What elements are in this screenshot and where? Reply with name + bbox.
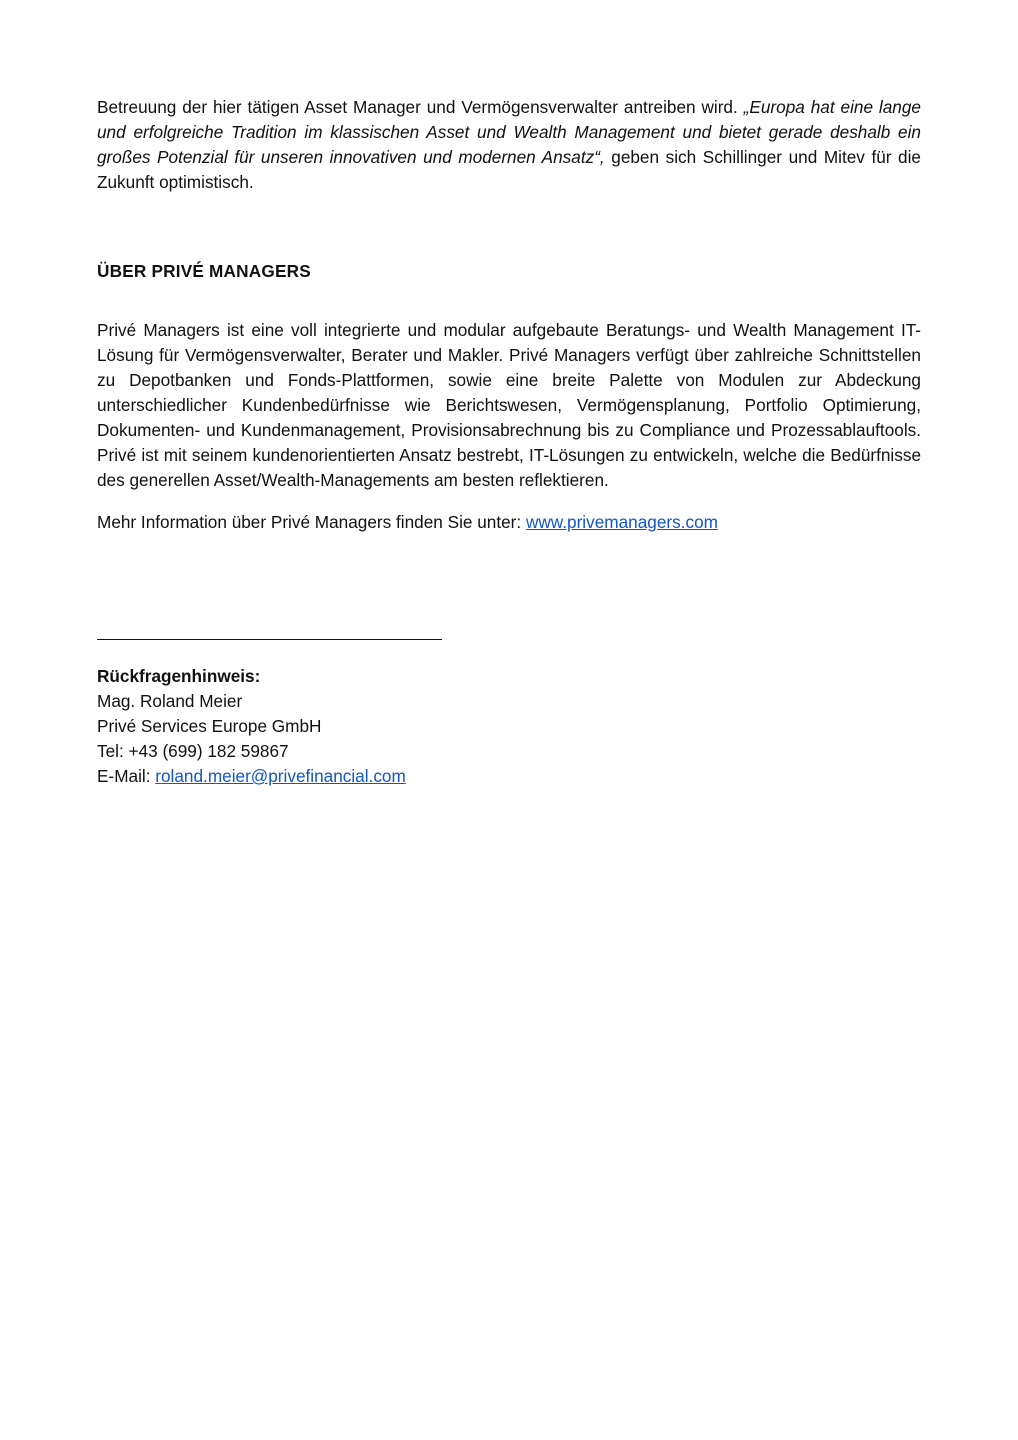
email-label: E-Mail: <box>97 766 156 786</box>
email-link[interactable]: roland.meier@privefinancial.com <box>155 766 406 786</box>
section-heading-about: ÜBER PRIVÉ MANAGERS <box>97 261 311 281</box>
contact-company: Privé Services Europe GmbH <box>97 716 322 736</box>
separator-line <box>97 639 442 640</box>
document-page <box>97 95 921 789</box>
more-info-line <box>97 510 921 535</box>
website-link[interactable]: www.privemanagers.com <box>525 512 718 532</box>
contact-name: Mag. Roland Meier <box>97 691 243 711</box>
more-info-label: Mehr Information über Privé Managers finden Sie unter: <box>97 512 526 532</box>
contact-email-line <box>97 764 921 789</box>
intro-quote: „Europa hat eine lange und erfolgreiche Tradition im klassischen Asset und Wealth Management und bietet gerade deshalb ein großes Potenzial für unseren innovativen und modernen Ansatz“, <box>97 97 921 167</box>
about-paragraph: Privé Managers ist eine voll integrierte und modular aufgebaute Beratungs- und Wealth Management IT-Lösung für Vermögensverwalter, Berater und Makler. Privé Managers verfügt über zahlreiche Schnittstellen zu Depotbanken und Fonds-Plattformen, sowie eine breite Palette von Modulen zur Abdeckung unterschiedlicher Kundenbedürfnisse wie Berichtswesen, Vermögensplanung, Portfolio Optimierung, Dokumenten- und Kundenmanagement, Provisionsabrechnung bis zu Compliance und Prozessablauftools. Privé ist mit seinem kundenorientierten Ansatz bestrebt, IT-Lösungen zu entwickeln, welche die Bedürfnisse des generellen Asset/Wealth-Managements am besten reflektieren. <box>97 320 921 490</box>
contact-heading: Rückfragenhinweis: <box>97 666 261 686</box>
intro-text-start: Betreuung der hier tätigen Asset Manager und Vermögensverwalter antreiben wird. <box>97 97 744 117</box>
intro-paragraph <box>97 95 921 195</box>
intro-text-end: geben sich Schillinger und Mitev für die Zukunft optimistisch. <box>97 147 921 192</box>
contact-phone: Tel: +43 (699) 182 59867 <box>97 741 289 761</box>
contact-block <box>97 664 921 789</box>
